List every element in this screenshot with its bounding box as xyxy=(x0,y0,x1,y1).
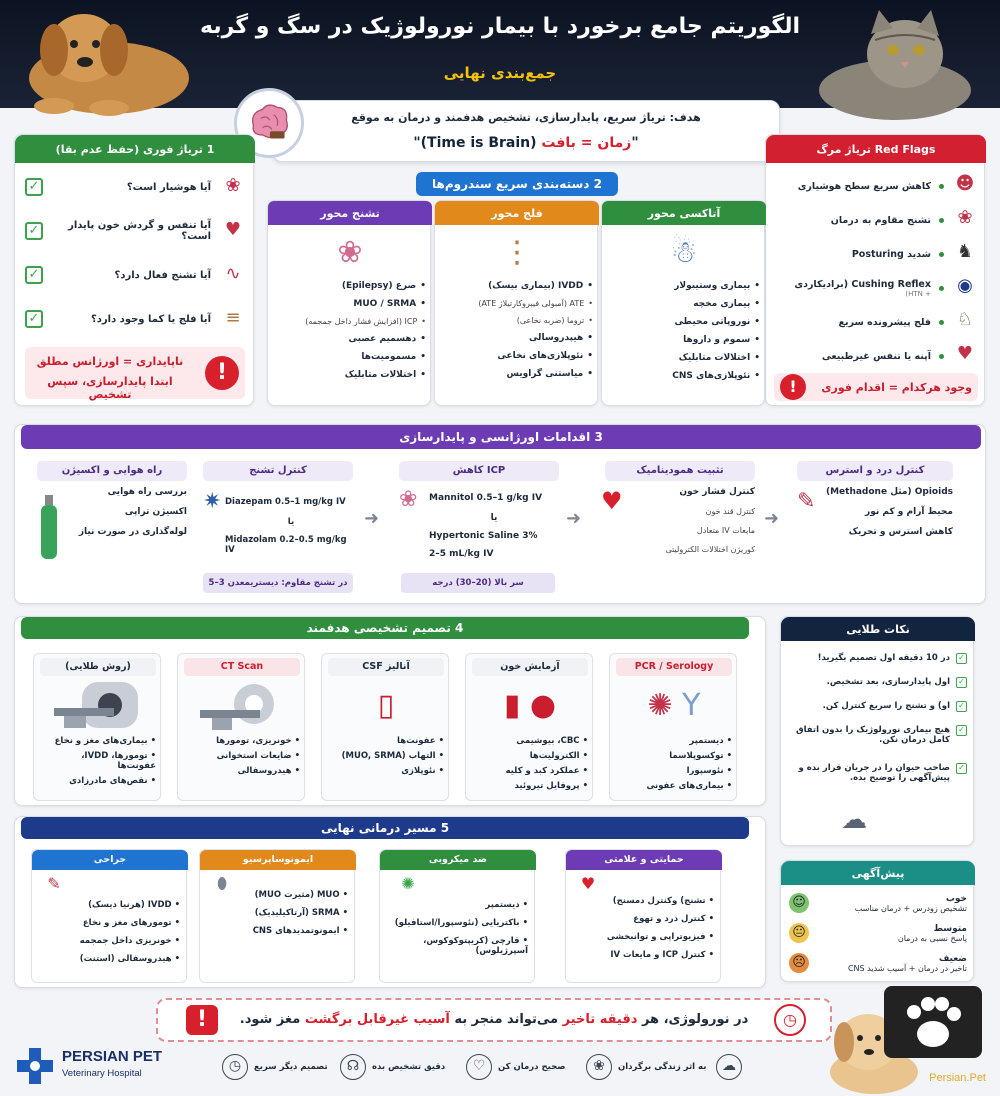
pain-control-column xyxy=(797,461,953,595)
list-item: • IVDD (هرنیا دیسک) xyxy=(40,900,180,910)
diagnostic-title: (روش طلایی) xyxy=(40,658,156,676)
list-item: مایعات IV متعادل xyxy=(696,526,755,535)
warning-triangle-icon: ! xyxy=(186,1005,218,1035)
prognosis-row xyxy=(789,919,967,947)
treatment-title: جراحی xyxy=(32,850,188,870)
prognosis-text: متوسط پاسخ نسبی به درمان xyxy=(897,923,967,943)
neutral-face-icon: 😐 xyxy=(789,923,809,943)
bullet-icon xyxy=(939,320,944,325)
footer-item xyxy=(716,1052,742,1082)
pill-bottle-icon: ⬮ xyxy=(216,874,228,893)
list-item: • نوروپاتی محیطی xyxy=(608,317,760,327)
red-flags-footer-text: وجود هرکدام = اقدام فوری xyxy=(821,380,972,394)
prognosis-text: خوب تشخیص زودرس + درمان مناسب xyxy=(854,893,967,913)
red-flag-label: Cushing Reflex (برادیکاردی + HTN) xyxy=(794,278,931,298)
prognosis-text: ضعیف تاخیر در درمان + آسیب شدید CNS xyxy=(847,953,967,973)
brain-icon: ❀ xyxy=(399,487,418,512)
footer-item xyxy=(222,1052,328,1082)
arrow-icon: ➜ xyxy=(364,508,380,529)
dog-posture-icon: ♞ xyxy=(956,241,974,262)
list-item: • نئوسپورا xyxy=(616,766,732,776)
diagnostic-list xyxy=(616,736,732,796)
airway-column xyxy=(37,461,187,595)
bullet-icon xyxy=(939,354,944,359)
treatment-list xyxy=(40,900,180,972)
list-item: • خونریزی داخل جمجمه xyxy=(40,936,180,946)
brain-icon: ❀ xyxy=(225,175,241,196)
brain-icon: ❀ xyxy=(337,235,363,270)
list-item: • التهاب (MUO, SRMA) xyxy=(328,751,444,761)
lungs-icon: ♥ xyxy=(224,219,242,240)
list-item: بررسی راه هوایی xyxy=(107,487,187,497)
tip-text: در 10 دقیقه اول تصمیم بگیرید! xyxy=(817,653,950,663)
ataxia-head-icon: ☃ xyxy=(670,235,698,270)
column-title: کاهش ICP xyxy=(399,461,559,481)
list-item: • MUO / SRMA xyxy=(274,299,426,309)
section-4-diagnostics xyxy=(14,616,766,806)
list-item: • SRMA (آرتاکیلیدیک) xyxy=(208,908,348,918)
syringe-icon: ✎ xyxy=(797,489,816,514)
list-item: • اختلالات متابلیک xyxy=(608,353,760,363)
happy-face-icon: ☺ xyxy=(789,893,809,913)
warning-line-2: ابتدا پایدارسازی، سپس تشخیص xyxy=(47,375,173,401)
footer-item xyxy=(466,1052,565,1082)
check-icon: ✓ xyxy=(956,763,967,774)
tip-item xyxy=(789,677,967,688)
seizure-body xyxy=(225,497,357,555)
motto-open: " xyxy=(413,135,421,151)
diagnostic-card-csf xyxy=(321,653,449,801)
list-item: • تومورهای مغز و نخاع xyxy=(40,918,180,928)
check-icon: ✓ xyxy=(956,653,967,664)
list-item: • ATE (آمبولی فیبروکارتیلاژ ATE) xyxy=(441,299,593,308)
sad-face-icon: ☹ xyxy=(789,953,809,973)
list-item: • عملکرد کبد و کلیه xyxy=(472,766,588,776)
arrow-icon: ➜ xyxy=(764,508,780,529)
list-item: • سموم و داروها xyxy=(608,335,760,345)
column-body xyxy=(65,487,187,547)
mri-scanner-icon xyxy=(52,680,144,732)
column-title: راه هوایی و اکسیژن xyxy=(37,461,187,481)
paw-logo-icon xyxy=(878,982,988,1062)
brain-icon: ❀ xyxy=(957,207,973,228)
list-item: • کنترل ICP و مایعات IV xyxy=(574,950,714,960)
logo-name: PERSIAN PET xyxy=(62,1048,163,1065)
eye-icon: ◉ xyxy=(957,275,973,296)
tip-text: صاحب حیوان را در جریان قرار بده و پیش‌آگهی را توضیح بده. xyxy=(798,763,950,783)
red-flag-item xyxy=(774,307,978,337)
list-item: • پروفایل تیروئید xyxy=(472,781,588,791)
syndrome-column-paralysis xyxy=(434,200,598,406)
footer-item-text: دقیق تشخیص بده xyxy=(372,1062,446,1072)
list-item: • مسمومیت‌ها xyxy=(274,352,426,362)
section-5-header: 5 مسیر درمانی نهایی xyxy=(21,817,749,839)
diagnostic-title: PCR / Serology xyxy=(616,658,732,676)
stethoscope-icon: ☊ xyxy=(340,1054,366,1080)
triage-item xyxy=(25,175,245,199)
bullet-icon xyxy=(939,184,944,189)
list-item: • نئوپلازی‌های نخاعی xyxy=(441,351,593,361)
syndrome-title: تشنج محور xyxy=(268,201,432,225)
diagnostic-card-mri xyxy=(33,653,161,801)
cross-logo-icon xyxy=(16,1048,54,1084)
footer-item-text: صحیح درمان کن xyxy=(498,1062,566,1072)
section-2-header: 2 دسته‌بندی سریع سندروم‌ها xyxy=(416,172,618,196)
neuron-icon: ✷ xyxy=(203,489,222,514)
diagnostic-title: آزمایش خون xyxy=(472,658,588,676)
red-flag-item xyxy=(774,239,978,269)
icp-column xyxy=(399,461,559,595)
alert-icon: ! xyxy=(205,356,239,390)
checkbox-icon: ✓ xyxy=(25,266,43,284)
section-5-treatment xyxy=(14,816,766,988)
syndrome-column-ataxia xyxy=(601,200,765,406)
triage-item xyxy=(25,219,245,243)
test-tube-icon: ▯ xyxy=(377,688,395,723)
hands-heart-icon: ♥ xyxy=(580,874,596,893)
tip-item xyxy=(789,701,967,712)
bottom-banner xyxy=(156,998,832,1042)
list-item: • فیزیوتراپی و توانبخشی xyxy=(574,932,714,942)
list-item: Opioids (مثل Methadone) xyxy=(825,487,953,497)
list-item: • میاستنی گراویس xyxy=(441,369,593,379)
section-3-header: 3 اقدامات اورژانسی و پایدارسازی xyxy=(21,425,981,449)
list-item: • CBC، بیوشیمی xyxy=(472,736,588,746)
list-item: • باکتریایی (نئوسپورا/استافیلو) xyxy=(388,918,528,928)
list-item: • صرع (Epilepsy) xyxy=(274,281,426,291)
icp-tag: سر بالا (20–30) درجه xyxy=(401,573,555,593)
syndrome-list xyxy=(608,281,760,389)
footer-item xyxy=(586,1052,706,1082)
tip-item xyxy=(789,763,967,783)
diagnostic-card-ct xyxy=(177,653,305,801)
list-item: • کنترل درد و تهوع xyxy=(574,914,714,924)
check-icon: ✓ xyxy=(956,677,967,688)
tip-item xyxy=(789,725,967,745)
list-item: • ICP (افزایش فشار داخل جمجمه) xyxy=(274,317,426,326)
red-flag-label: آپنه یا تنفس غیرطبیعی xyxy=(821,350,931,362)
treatment-list xyxy=(574,896,714,968)
heart-pulse-icon: ♥ xyxy=(601,487,623,515)
syndrome-title: آتاکسی محور xyxy=(602,201,766,225)
treatment-title: ضد میکروبی xyxy=(380,850,536,870)
red-flags-header: Red Flags تریاژ مرگ xyxy=(766,135,986,163)
list-item: • قارچی (کریپتوکوکوس، آسپرژیلوس) xyxy=(388,936,528,956)
list-item: Mannitol 0.5–1 g/kg IV xyxy=(429,493,543,503)
list-item: • بیماری وستیبولار xyxy=(608,281,760,291)
footer-item-text: تصمیم دیگر سریع xyxy=(254,1062,328,1072)
diagnostic-title: CT Scan xyxy=(184,658,300,676)
checkbox-icon: ✓ xyxy=(25,310,43,328)
footer-item xyxy=(340,1052,445,1082)
red-flag-label: فلج پیشرونده سریع xyxy=(838,316,931,328)
bullet-icon xyxy=(939,252,944,257)
seizure-control-column xyxy=(203,461,353,595)
lungs-icon: ♥ xyxy=(956,343,974,364)
diagnostic-card-blood xyxy=(465,653,593,801)
list-item: اکسیژن تراپی xyxy=(124,507,187,517)
diagnostic-card-pcr xyxy=(609,653,737,801)
tip-text: هیچ بیماری نورولوژیک را بدون اتفاق کامل درمان نکن. xyxy=(796,725,950,745)
treatment-title: حمایتی و علامتی xyxy=(566,850,722,870)
diagnostic-list xyxy=(184,736,300,781)
list-item: Hypertonic Saline 3% xyxy=(429,531,538,541)
goal-text: هدف: تریاژ سریع، پایدارسازی، تشخیص هدفمند و درمان به موقع xyxy=(351,111,701,124)
motto-close: " xyxy=(631,135,639,151)
spine-icon: ⋮ xyxy=(502,235,532,270)
list-item: • تروما (ضربه نخاعی) xyxy=(441,316,593,325)
list-item: کنترل قند خون xyxy=(705,507,755,516)
triage-item-label: آیا فلج یا کما وجود دارد؟ xyxy=(90,313,211,325)
scalpel-icon: ✎ xyxy=(47,874,61,893)
column-body xyxy=(629,487,755,564)
motto-persian: زمان = بافت xyxy=(541,135,632,151)
head-icon: ☻ xyxy=(955,173,975,194)
main-title: الگوریتم جامع برخورد با بیمار نورولوژیک در سگ و گربه xyxy=(199,14,800,39)
bullet-icon xyxy=(939,286,944,291)
column-title: کنترل تشنج xyxy=(203,461,353,481)
brain-icon: ☁ xyxy=(716,1054,742,1080)
tip-text: اول پایدارسازی، بعد تشخیص. xyxy=(826,677,950,687)
diagnostic-list xyxy=(472,736,588,796)
treatment-title: ایمونوساپرسیو xyxy=(200,850,356,870)
list-item: • بیماری مخچه xyxy=(608,299,760,309)
list-item: • نئوپلازی‌های CNS xyxy=(608,371,760,381)
column-title: کنترل درد و استرس xyxy=(797,461,953,481)
triage-header: 1 تریاژ فوری (حفظ عدم بقا) xyxy=(15,135,255,163)
banner-text: در نورولوژی، هر دقیقه تاخیر می‌تواند منجر به آسیب غیرقابل برگشت مغز شود. xyxy=(239,1012,749,1027)
list-item: کاهش استرس و تحریک xyxy=(848,527,953,537)
treatment-list xyxy=(388,900,528,964)
dog-photo xyxy=(14,8,194,118)
list-item: 2–5 mL/kg IV xyxy=(429,549,494,559)
triage-item-label: آیا تشنج فعال دارد؟ xyxy=(114,269,211,281)
icp-body xyxy=(429,493,559,559)
list-item: • دیستمپر xyxy=(616,736,732,746)
red-flag-label: کاهش سریع سطح هوشیاری xyxy=(797,180,931,192)
list-item: • نقص‌های مادرزادی xyxy=(40,776,156,786)
heart-icon: ♡ xyxy=(466,1054,492,1080)
ct-scanner-icon xyxy=(196,680,288,732)
syndrome-column-seizure xyxy=(267,200,431,406)
spine-icon: ≡ xyxy=(225,307,241,328)
treatment-card-surgery xyxy=(31,849,187,983)
list-item: • خونریزی، تومورها xyxy=(184,736,300,746)
treatment-card-immunosuppressive xyxy=(199,849,355,983)
column-body xyxy=(819,487,953,547)
prognosis-header: پیش‌آگهی xyxy=(781,861,975,885)
clock-icon: ◷ xyxy=(774,1004,806,1036)
list-item: یا xyxy=(490,513,498,523)
list-item: یا xyxy=(287,517,295,527)
goal-motto xyxy=(273,135,779,151)
subtitle: جمع‌بندی نهایی xyxy=(443,64,557,82)
list-item: • توکسوپلاسما xyxy=(616,751,732,761)
section-4-header: 4 تصمیم تشخیصی هدفمند xyxy=(21,617,749,639)
treatment-card-antimicrobial xyxy=(379,849,535,983)
bullet-icon xyxy=(939,218,944,223)
red-flag-label: شدید Posturing xyxy=(851,248,931,260)
check-icon: ✓ xyxy=(956,701,967,712)
dog-icon: ♘ xyxy=(956,309,974,330)
red-flags-card xyxy=(765,134,985,406)
red-flag-item xyxy=(774,273,978,303)
list-item: • هیپدروسالی xyxy=(441,333,593,343)
list-item: لوله‌گذاری در صورت نیاز xyxy=(78,527,187,537)
red-flag-label: تشنج مقاوم به درمان xyxy=(830,214,931,226)
list-item: • ایمونوتمدیدهای CNS xyxy=(208,926,348,936)
arrow-icon: ➜ xyxy=(566,508,582,529)
list-item: محیط آرام و کم نور xyxy=(865,507,953,517)
list-item: • الکترولیت‌ها xyxy=(472,751,588,761)
treatment-list xyxy=(208,890,348,944)
red-flag-item xyxy=(774,205,978,235)
list-item: • هیدروسفالی xyxy=(184,766,300,776)
golden-tips-card xyxy=(780,616,974,846)
seizure-tag: در تشنج مقاوم: دیستریمعدن 3–5 xyxy=(203,573,353,593)
triage-item-label: آیا هوشیار است؟ xyxy=(126,181,211,193)
virus-icon: ✺ Y xyxy=(647,688,701,723)
list-item: کوریژن اختلالات الکترولیتی xyxy=(665,545,755,554)
triage-item xyxy=(25,307,245,331)
list-item: Midazolam 0.2–0.5 mg/kg IV xyxy=(225,535,347,555)
hemodynamic-column xyxy=(601,461,755,595)
checkbox-icon: ✓ xyxy=(25,222,43,240)
syndrome-list xyxy=(274,281,426,388)
ecg-wave-icon: ∿ xyxy=(225,263,241,284)
triage-item-label: آیا تنفس و گردش خون پایدار است؟ xyxy=(68,220,211,242)
tips-header: نکات طلایی xyxy=(781,617,975,641)
prognosis-row xyxy=(789,889,967,917)
list-item: • دهسمیم عصبی xyxy=(274,334,426,344)
treatment-card-supportive xyxy=(565,849,721,983)
triage-warning xyxy=(25,347,245,399)
triage-card xyxy=(14,134,254,406)
list-item: • IVDD (بیماری بیسک) xyxy=(441,281,593,291)
list-item: • بیماری‌های عفونی xyxy=(616,781,732,791)
tip-text: او) و تشنج را سریع کنترل کن. xyxy=(822,701,950,711)
warning-line-1: ناپایداری = اورژانس مطلق xyxy=(36,355,184,368)
diagnostic-list xyxy=(40,736,156,791)
tip-item xyxy=(789,653,967,664)
watermark-text: Persian.Pet xyxy=(929,1072,986,1084)
footer-item-text: به اثر زندگی برگردان xyxy=(618,1062,707,1072)
section-3-emergency xyxy=(14,424,986,604)
oxygen-tank-icon xyxy=(37,491,61,561)
paw-icon: ❀ xyxy=(586,1054,612,1080)
list-item: • اختلالات متابلیک xyxy=(274,370,426,380)
list-item: کنترل فشار خون xyxy=(679,487,755,497)
list-item: • بیماری‌های مغز و نخاع xyxy=(40,736,156,746)
motto-english: (Time is Brain) xyxy=(420,135,537,151)
check-icon: ✓ xyxy=(956,725,967,736)
list-item: • دیستمپر xyxy=(388,900,528,910)
red-flags-footer xyxy=(774,373,978,401)
red-flag-item xyxy=(774,171,978,201)
brain-outline-icon: ☁ xyxy=(841,805,867,835)
microbe-icon: ✺ xyxy=(401,874,415,893)
list-item: • ضایعات استخوانی xyxy=(184,751,300,761)
triage-item xyxy=(25,263,245,287)
alert-icon: ! xyxy=(780,374,806,400)
list-item: • تومورها، IVDD، عفونت‌ها xyxy=(40,751,156,771)
list-item: • تشنج) وکنترل دمسنج) xyxy=(574,896,714,906)
checkbox-icon: ✓ xyxy=(25,178,43,196)
logo-subtitle: Veterinary Hospital xyxy=(62,1068,142,1079)
list-item: • MUO (مثیرت MUO) xyxy=(208,890,348,900)
list-item: • نئوپلازی xyxy=(328,766,444,776)
red-flag-item xyxy=(774,341,978,371)
syndrome-list xyxy=(441,281,593,387)
list-item: • عفونت‌ها xyxy=(328,736,444,746)
goal-box xyxy=(272,100,780,162)
prognosis-row xyxy=(789,949,967,977)
syndrome-title: فلج محور xyxy=(435,201,599,225)
column-title: تثبیت همودینامیک xyxy=(605,461,755,481)
hospital-logo xyxy=(16,1046,186,1086)
cat-photo xyxy=(805,10,985,120)
list-item: • هیدروسفالی (استنت) xyxy=(40,954,180,964)
diagnostic-title: آنالیز CSF xyxy=(328,658,444,676)
prognosis-card xyxy=(780,860,974,982)
diagnostic-list xyxy=(328,736,444,781)
blood-tube-icon: ▮ ● xyxy=(503,688,557,723)
list-item: Diazepam 0.5–1 mg/kg IV xyxy=(225,497,346,507)
clock-icon: ◷ xyxy=(222,1054,248,1080)
